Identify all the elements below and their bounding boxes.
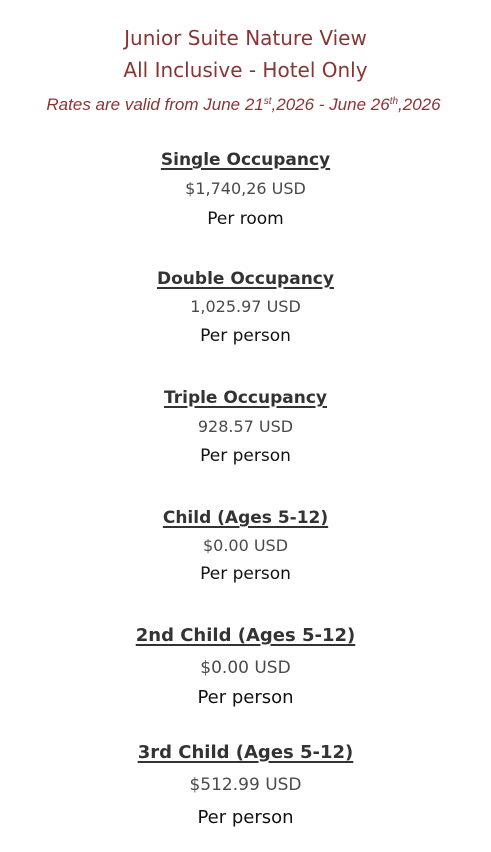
package-subtitle: All Inclusive - Hotel Only: [123, 58, 368, 82]
rate-unit: Per person: [200, 564, 291, 584]
rate-price: $512.99 USD: [189, 775, 302, 795]
rate-heading: 3rd Child (Ages 5-12): [137, 742, 354, 763]
room-title: Junior Suite Nature View: [124, 26, 367, 50]
rate-heading: Triple Occupancy: [164, 388, 327, 408]
rate-price: $0.00 USD: [200, 658, 291, 678]
rate-price: $0.00 USD: [202, 536, 289, 555]
rate-price: 1,025.97 USD: [190, 297, 301, 316]
rate-price: $1,740,26 USD: [185, 179, 306, 198]
rates-middle: ,2026 - June 26: [271, 95, 390, 114]
rate-unit: Per person: [200, 326, 291, 346]
rates-validity: [0, 94, 489, 116]
rate-price: 928.57 USD: [197, 417, 294, 436]
rates-ordinal-2: th: [389, 96, 399, 107]
rate-unit: Per person: [200, 446, 291, 466]
rates-prefix: Rates are valid from June 21: [46, 95, 264, 114]
rate-heading: Child (Ages 5-12): [162, 508, 329, 528]
rate-unit: Per room: [207, 209, 284, 229]
rates-suffix: ,2026: [398, 95, 441, 114]
rate-heading: Double Occupancy: [157, 269, 334, 289]
rate-unit: Per person: [197, 687, 294, 708]
rate-unit: Per person: [197, 807, 294, 828]
rates-ordinal-1: st: [263, 96, 272, 107]
rate-heading: 2nd Child (Ages 5-12): [135, 625, 356, 646]
rate-heading: Single Occupancy: [160, 150, 331, 170]
